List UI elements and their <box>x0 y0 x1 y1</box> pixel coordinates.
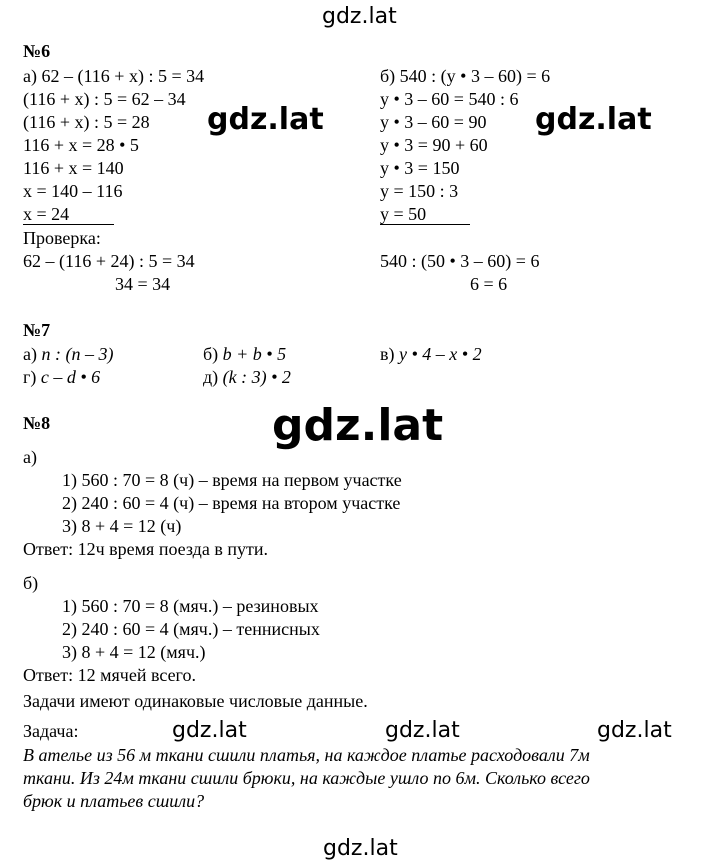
n6-check-left-2: 34 = 34 <box>115 274 171 294</box>
watermark-center: gdz.lat <box>272 400 444 451</box>
n6-right-answer: y = 50 <box>380 204 427 224</box>
n6-right-line-4: y • 3 = 90 + 60 <box>380 135 488 155</box>
watermark-mid-right: gdz.lat <box>535 102 652 137</box>
n6-check-right-1: 540 : (50 • 3 – 60) = 6 <box>380 251 540 271</box>
n6-check-label: Проверка: <box>23 228 101 248</box>
n6-heading: №6 <box>23 41 51 61</box>
n6-left-answer: x = 24 <box>23 204 70 224</box>
n8-note: Задачи имеют одинаковые числовые данные. <box>23 691 368 711</box>
n6-right-line-6: y = 150 : 3 <box>380 181 459 201</box>
n6-left-line-3: (116 + x) : 5 = 28 <box>23 112 150 132</box>
watermark-row-2: gdz.lat <box>385 718 460 743</box>
n8-task-line-1: В ателье из 56 м ткани сшили платья, на каждое платье расходовали 7м <box>23 745 590 765</box>
n8-a-step-3: 3) 8 + 4 = 12 (ч) <box>62 516 182 536</box>
n8-b-step-3: 3) 8 + 4 = 12 (мяч.) <box>62 642 206 662</box>
watermark-row-3: gdz.lat <box>597 718 672 743</box>
watermark-mid-left: gdz.lat <box>207 102 324 137</box>
n6-right-answer-underline <box>380 224 470 225</box>
n8-b-step-2: 2) 240 : 60 = 4 (мяч.) – теннисных <box>62 619 320 639</box>
n6-check-right-2: 6 = 6 <box>470 274 508 294</box>
n8-heading: №8 <box>23 413 51 433</box>
n7-item-a: а) n : (n – 3) <box>23 344 114 364</box>
n6-left-line-6: x = 140 – 116 <box>23 181 123 201</box>
n6-left-line-1: а) 62 – (116 + x) : 5 = 34 <box>23 66 205 86</box>
n6-right-line-1: б) 540 : (y • 3 – 60) = 6 <box>380 66 551 86</box>
n6-left-line-5: 116 + x = 140 <box>23 158 124 178</box>
n6-left-answer-underline <box>23 224 114 225</box>
n6-check-left-1: 62 – (116 + 24) : 5 = 34 <box>23 251 195 271</box>
n8-b-step-1: 1) 560 : 70 = 8 (мяч.) – резиновых <box>62 596 319 616</box>
n8-b-answer: Ответ: 12 мячей всего. <box>23 665 196 685</box>
n7-item-b: б) b + b • 5 <box>203 344 287 364</box>
n6-right-line-5: y • 3 = 150 <box>380 158 460 178</box>
n8-a-step-1: 1) 560 : 70 = 8 (ч) – время на первом участке <box>62 470 402 490</box>
n8-a-label: а) <box>23 447 37 467</box>
n8-b-label: б) <box>23 573 39 593</box>
n6-right-line-2: y • 3 – 60 = 540 : 6 <box>380 89 519 109</box>
n6-left-line-4: 116 + x = 28 • 5 <box>23 135 139 155</box>
n6-left-line-2: (116 + x) : 5 = 62 – 34 <box>23 89 186 109</box>
watermark-top: gdz.lat <box>322 4 397 29</box>
n6-right-line-3: y • 3 – 60 = 90 <box>380 112 487 132</box>
n7-item-g: г) c – d • 6 <box>23 367 101 387</box>
watermark-row-1: gdz.lat <box>172 718 247 743</box>
n8-a-step-2: 2) 240 : 60 = 4 (ч) – время на втором участке <box>62 493 401 513</box>
n7-heading: №7 <box>23 320 51 340</box>
n7-item-d: д) (k : 3) • 2 <box>203 367 291 387</box>
n8-task-label: Задача: <box>23 721 79 741</box>
n7-item-v: в) y • 4 – x • 2 <box>380 344 482 364</box>
watermark-bottom: gdz.lat <box>323 836 398 861</box>
n8-a-answer: Ответ: 12ч время поезда в пути. <box>23 539 268 559</box>
n8-task-line-3: брюк и платьев сшили? <box>23 791 205 811</box>
n8-task-line-2: ткани. Из 24м ткани сшили брюки, на каждые ушло по 6м. Сколько всего <box>23 768 590 788</box>
